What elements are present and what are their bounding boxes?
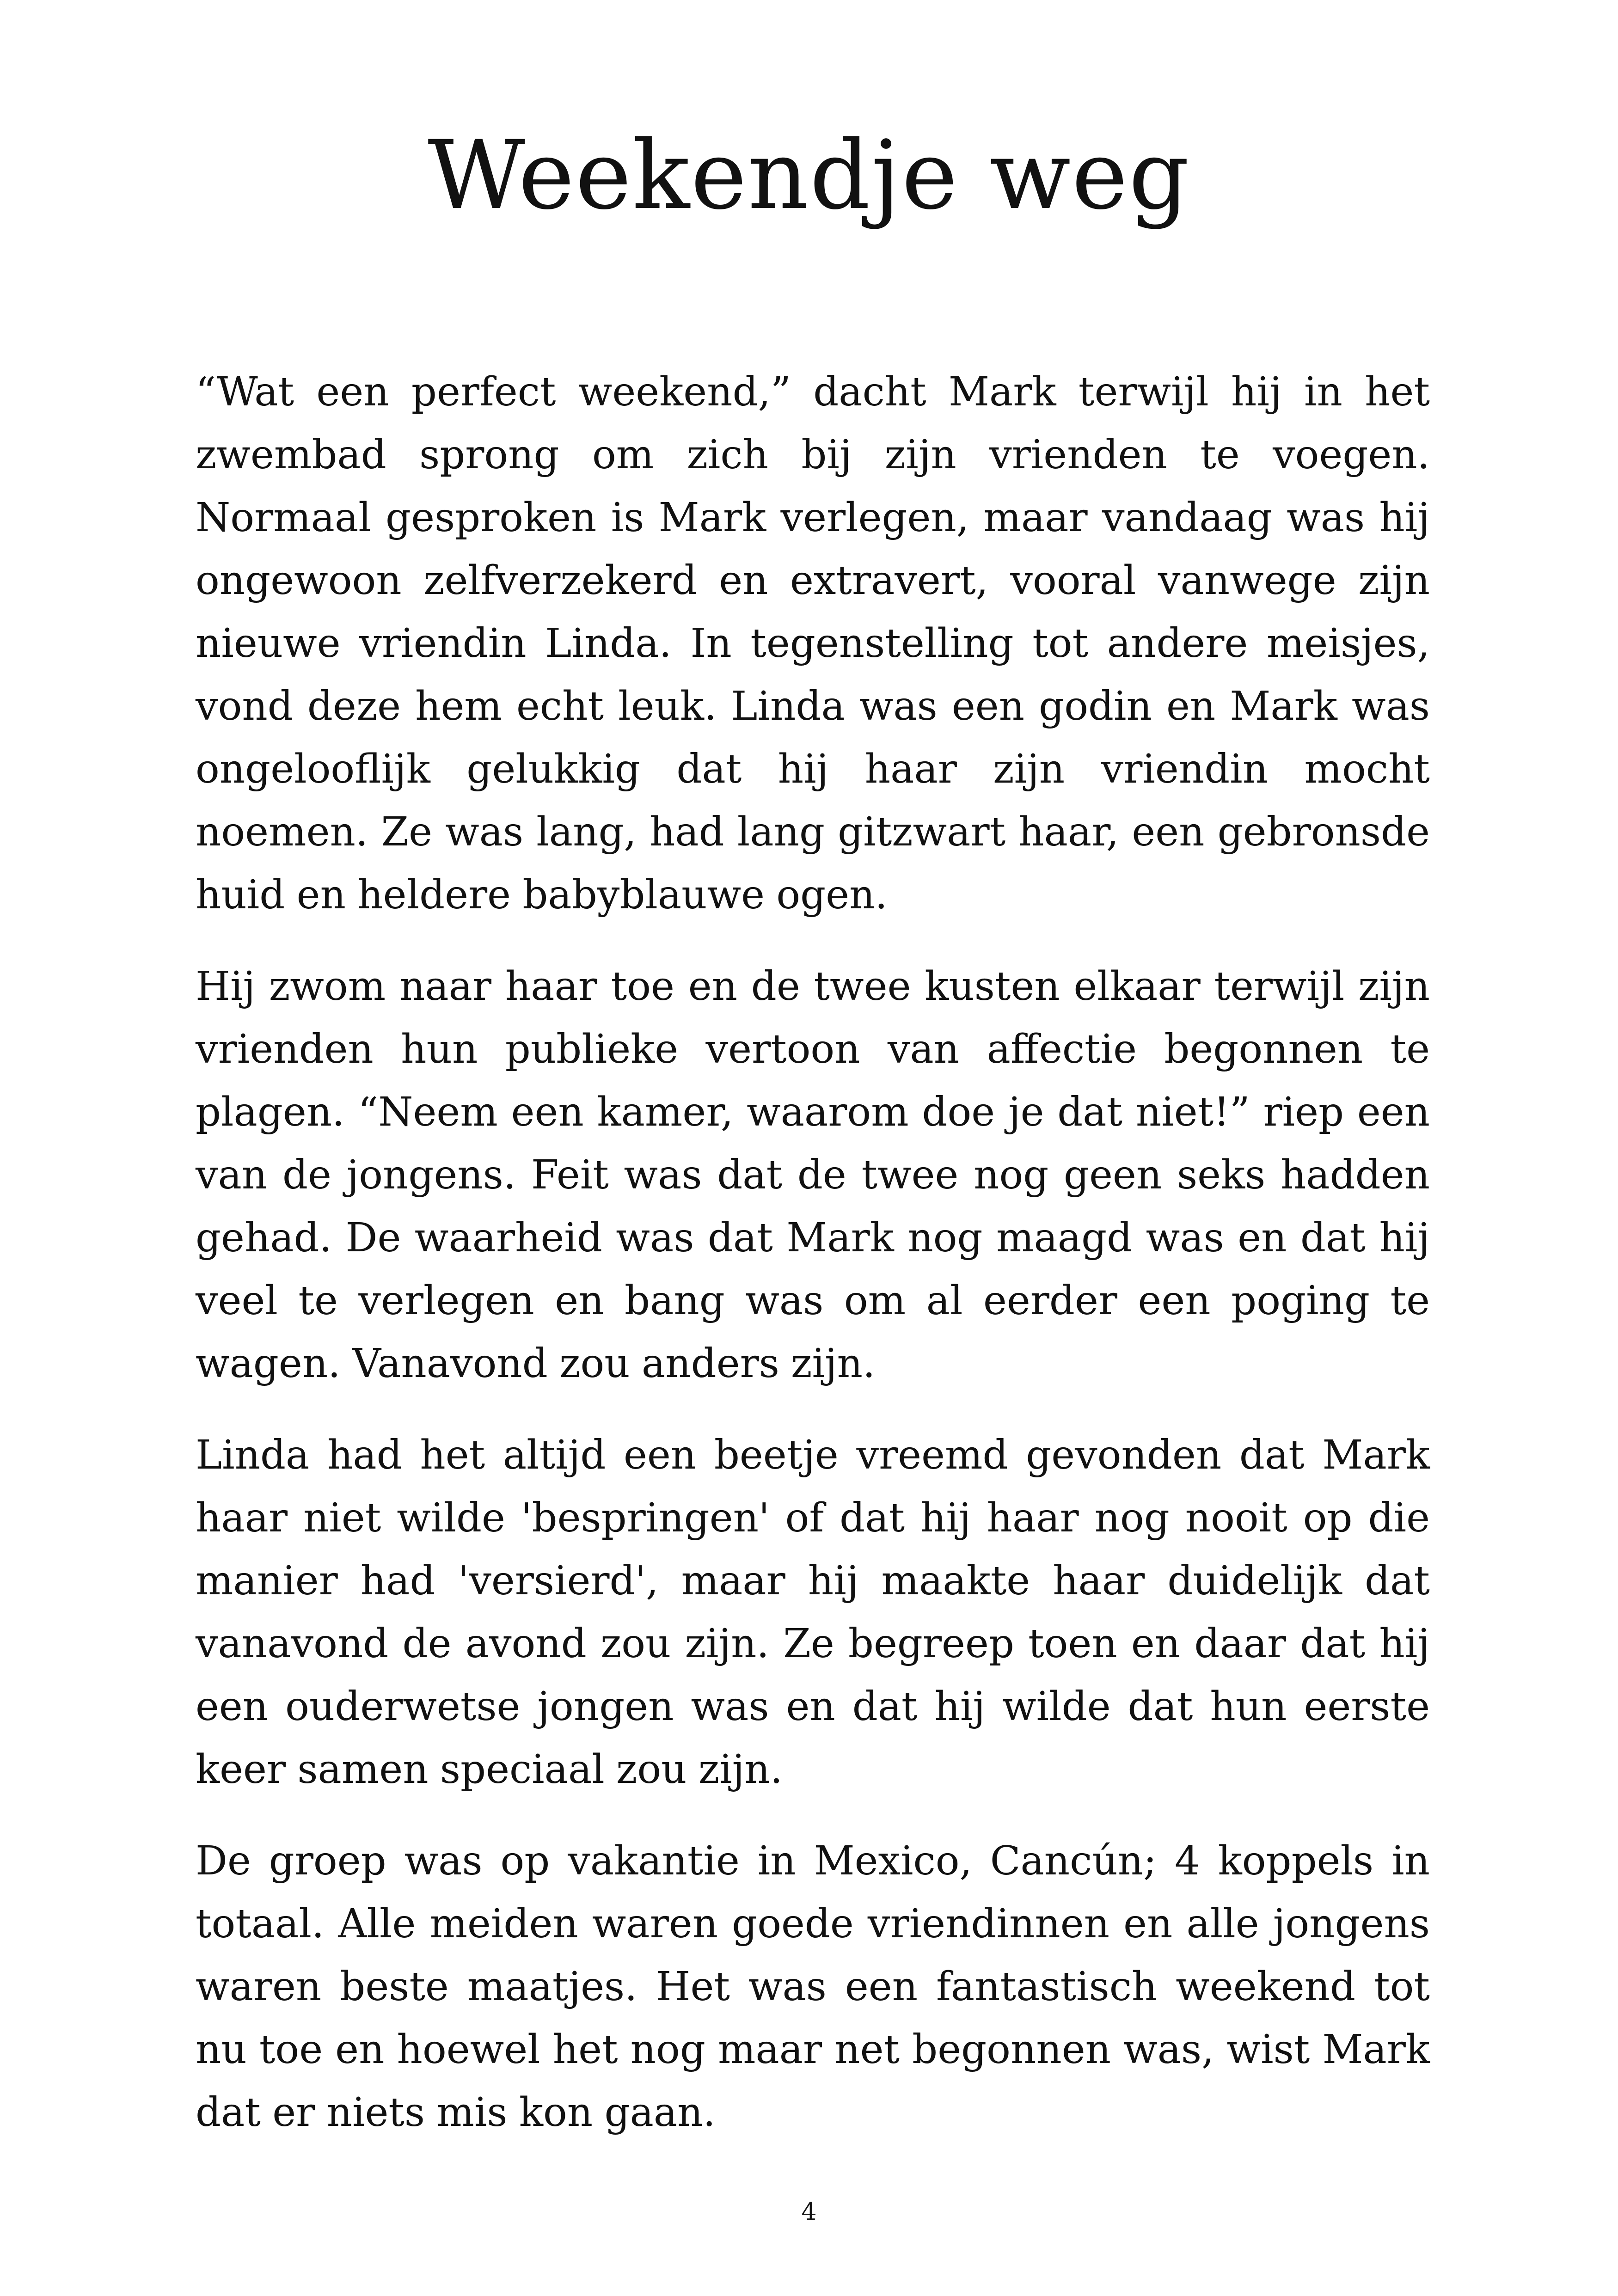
page-number: 4 xyxy=(801,2198,817,2226)
paragraph-3: Linda had het altijd een beetje vreemd gevonden dat Mark haar niet wilde 'bespringen' of dat hij haar nog nooit op die manier had 'versierd', maar hij maakte haar duidelijk dat vanavond de avond zou zijn. Ze begreep toen en daar dat hij een ouderwetse jongen was en dat hij wilde dat hun eerste keer samen speciaal zou zijn. xyxy=(196,1432,1430,1793)
page-title: Weekendje weg xyxy=(428,121,1190,231)
body-text xyxy=(196,361,1430,2173)
paragraph-2: Hij zwom naar haar toe en de twee kusten elkaar terwijl zijn vrienden hun publieke vertoon van affectie begonnen te plagen. “Neem een kamer, waarom doe je dat niet!” riep een van de jongens. Feit was dat de twee nog geen seks hadden gehad. De waarheid was dat Mark nog maagd was en dat hij veel te verlegen en bang was om al eerder een poging te wagen. Vanavond zou anders zijn. xyxy=(196,963,1430,1387)
paragraph-1: “Wat een perfect weekend,” dacht Mark terwijl hij in het zwembad sprong om zich bij zijn vrienden te voegen. Normaal gesproken is Mark verlegen, maar vandaag was hij ongewoon zelfverzekerd en extravert, vooral vanwege zijn nieuwe vriendin Linda. In tegenstelling tot andere meisjes, vond deze hem echt leuk. Linda was een godin en Mark was ongelooflijk gelukkig dat hij haar zijn vriendin mocht noemen. Ze was lang, had lang gitzwart haar, een gebronsde huid en heldere babyblauwe ogen. xyxy=(196,369,1430,918)
paragraph-4: De groep was op vakantie in Mexico, Cancún; 4 koppels in totaal. Alle meiden waren goede vriendinnen en alle jongens waren beste maatjes. Het was een fantastisch weekend tot nu toe en hoewel het nog maar net begonnen was, wist Mark dat er niets mis kon gaan. xyxy=(196,1838,1430,2136)
